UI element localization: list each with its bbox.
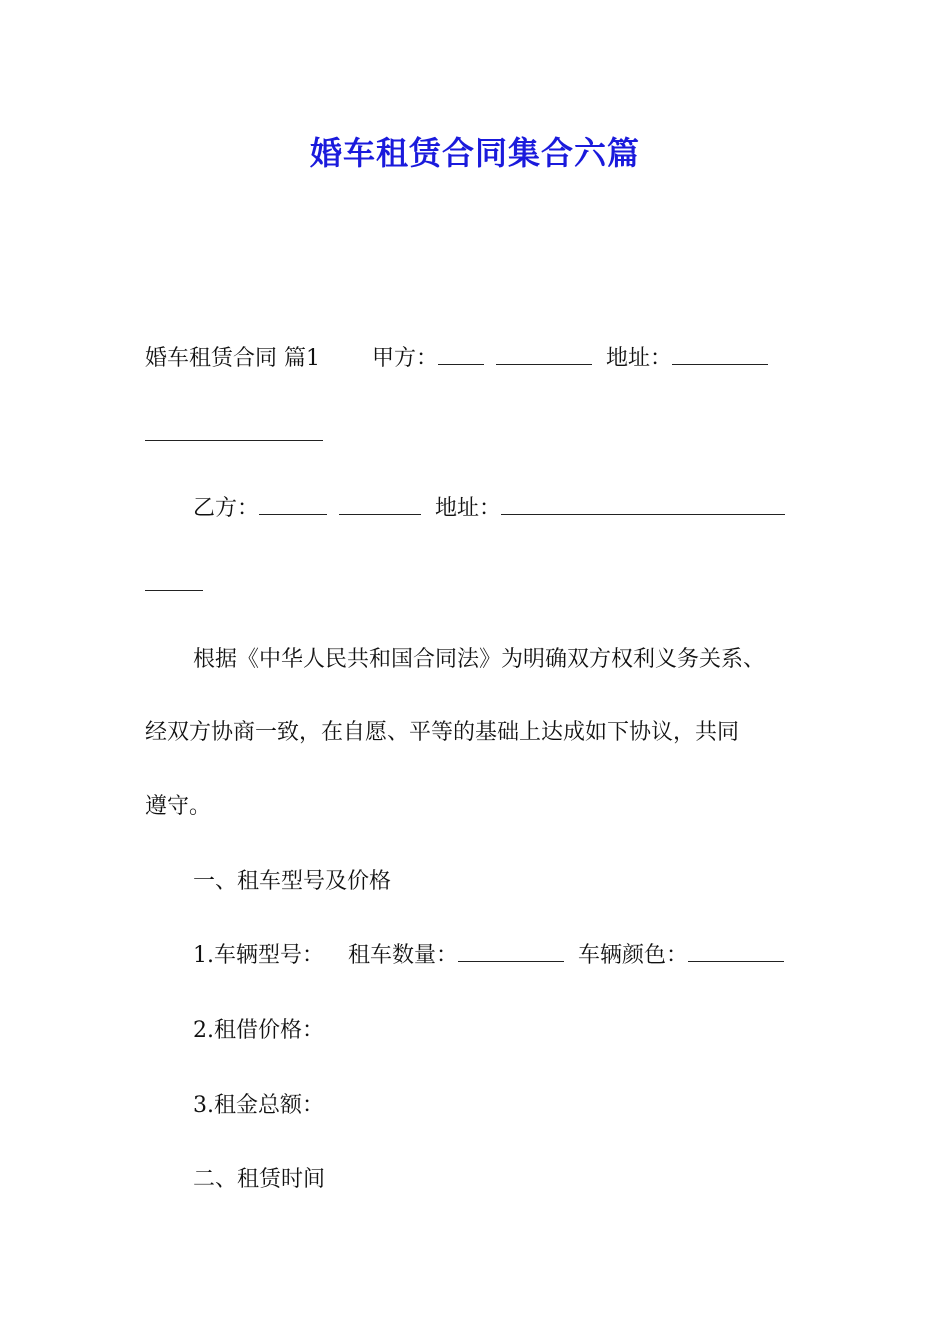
party-b-address-label: 地址： bbox=[435, 496, 502, 521]
party-a-name-blank-2 bbox=[496, 346, 592, 365]
section-1-heading: 一、租车型号及价格 bbox=[193, 869, 392, 894]
party-a-address-label: 地址： bbox=[606, 346, 673, 371]
rental-quantity-blank bbox=[458, 943, 564, 962]
document-title: 婚车租赁合同集合六篇 bbox=[309, 134, 640, 172]
party-b-name-blank-2 bbox=[339, 496, 421, 515]
vehicle-model-label: 1.车辆型号： bbox=[193, 943, 324, 968]
party-a-line bbox=[145, 344, 768, 374]
section-1-item-2: 2.租借价格： bbox=[193, 1018, 324, 1043]
party-a-name-blank bbox=[438, 346, 484, 365]
intro-line-2: 经双方协商一致，在自愿、平等的基础上达成如下协议，共同 bbox=[145, 720, 740, 745]
rental-quantity-label: 租车数量： bbox=[348, 943, 459, 968]
party-a-address-blank-2 bbox=[145, 422, 323, 441]
vehicle-color-label: 车辆颜色： bbox=[578, 943, 689, 968]
party-b-address-blank-2 bbox=[145, 572, 203, 591]
party-b-label: 乙方： bbox=[193, 496, 260, 521]
intro-line-3: 遵守。 bbox=[145, 794, 212, 819]
section-1-item-1 bbox=[193, 941, 784, 971]
party-a-label: 甲方： bbox=[372, 346, 439, 371]
section-1-item-3: 3.租金总额： bbox=[193, 1093, 324, 1118]
party-a-address-blank bbox=[672, 346, 768, 365]
contract-heading: 婚车租赁合同 篇1 bbox=[145, 346, 320, 371]
party-b-address-continuation bbox=[145, 570, 203, 600]
section-2-heading: 二、租赁时间 bbox=[193, 1167, 326, 1192]
party-a-address-continuation bbox=[145, 420, 323, 450]
vehicle-color-blank bbox=[688, 943, 784, 962]
party-b-line bbox=[193, 494, 785, 524]
party-b-name-blank bbox=[259, 496, 327, 515]
party-b-address-blank bbox=[501, 496, 785, 515]
intro-line-1: 根据《中华人民共和国合同法》为明确双方权利义务关系、 bbox=[193, 647, 766, 672]
